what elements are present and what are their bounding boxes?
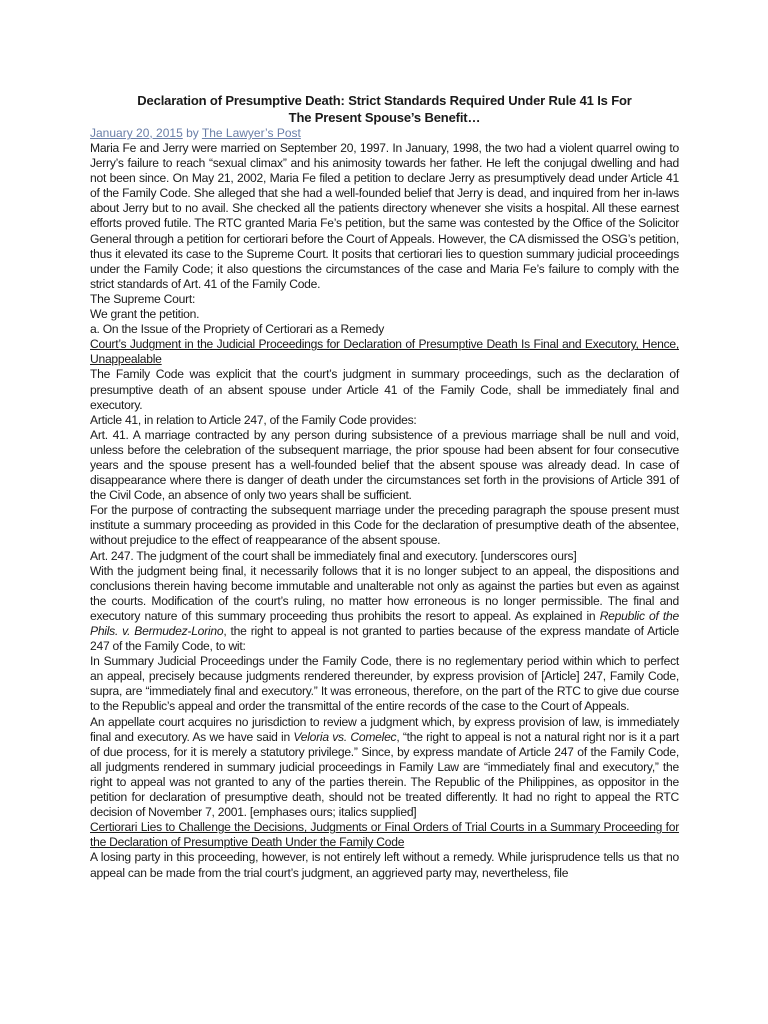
author-link[interactable]: The Lawyer’s Post bbox=[201, 126, 301, 140]
paragraph-text: , the right to appeal is not granted to parties because of the express mandate of Article 247 of the Family Code, to wit: bbox=[90, 624, 679, 654]
body-paragraph: A losing party in this proceeding, however, is not entirely left without a remedy. While jurisprudence tells us that no appeal can be made from the trial court’s judgment, an aggrieved party may, nevertheless, file bbox=[90, 850, 679, 880]
body-paragraph: For the purpose of contracting the subsequent marriage under the preceding paragraph the spouse present must institute a summary proceeding as provided in this Code for the declaration of presumptive death of the absentee, without prejudice to the effect of reappearance of the absent spouse. bbox=[90, 503, 679, 548]
body-paragraph bbox=[90, 564, 679, 655]
body-paragraph: In Summary Judicial Proceedings under the Family Code, there is no reglementary period within which to perfect an appeal, precisely because judgments rendered thereunder, by express provision of [Article] 247, Family Code, supra, are “immediately final and executory.” It was erroneous, therefore, on the part of the RTC to give due course to the Republic’s appeal and order the transmittal of the entire records of the case to the Court of Appeals. bbox=[90, 654, 679, 714]
article-title-line-2: The Present Spouse’s Benefit… bbox=[288, 110, 481, 125]
post-date-link[interactable]: January 20, 2015 bbox=[90, 126, 183, 140]
body-paragraph: Article 41, in relation to Article 247, of the Family Code provides: bbox=[90, 412, 417, 427]
body-paragraph: The Supreme Court: bbox=[90, 291, 196, 306]
article-body bbox=[90, 141, 679, 881]
body-paragraph: We grant the petition. bbox=[90, 307, 200, 322]
article-title bbox=[90, 92, 679, 126]
body-paragraph: The Family Code was explicit that the court’s judgment in summary proceedings, such as the declaration of presumptive death of an absent spouse under Article 41 of the Family Code, shall be immediately final and executory. bbox=[90, 367, 679, 412]
body-paragraph bbox=[90, 715, 679, 821]
body-paragraph: Maria Fe and Jerry were married on September 20, 1997. In January, 1998, the two had a violent quarrel owing to Jerry’s failure to reach “sexual climax” and his animosity towards her father. He left the conjugal dwelling and had not been since. On May 21, 2002, Maria Fe filed a petition to declare Jerry as presumptively dead under Article 41 of the Family Code. She alleged that she had a well-founded belief that Jerry is dead, and inquired from her in-laws about Jerry but to no avail. She checked all the patients directory whenever she visits a hospital. All these earnest efforts proved futile. The RTC granted Maria Fe’s petition, but the same was contested by the Office of the Solicitor General through a petition for certiorari before the Court of Appeals. However, the CA dismissed the OSG’s petition, thus it elevated its case to the Supreme Court. It posits that certiorari lies to question summary judicial proceedings under the Family Code; it also questions the circumstances of the case and Maria Fe’s failure to comply with the strict standards of Art. 41 of the Family Code. bbox=[90, 141, 679, 291]
by-word: by bbox=[186, 126, 199, 140]
section-heading: Court’s Judgment in the Judicial Proceedings for Declaration of Presumptive Death Is Final and Executory, Hence, Unappealable bbox=[90, 337, 679, 367]
article-title-line-1: Declaration of Presumptive Death: Strict Standards Required Under Rule 41 Is For bbox=[137, 93, 632, 108]
case-citation: Veloria vs. Comelec bbox=[293, 729, 397, 744]
paragraph-text: With the judgment being final, it necessarily follows that it is no longer subject to an appeal, the dispositions and conclusions therein having become immutable and unalterable not only as against the parties but even as against the courts. Modification of the court’s ruling, no matter how erroneous is no longer permissible. The final and executory nature of this summary proceeding thus prohibits the resort to appeal. As explained in bbox=[90, 563, 679, 623]
body-paragraph: a. On the Issue of the Propriety of Certiorari as a Remedy bbox=[90, 322, 385, 337]
body-paragraph: Art. 41. A marriage contracted by any person during subsistence of a previous marriage shall be null and void, unless before the celebration of the subsequent marriage, the prior spouse had been absent for four consecutive years and the spouse present has a well-founded belief that the absent spouse was already dead. In case of disappearance where there is danger of death under the circumstances set forth in the provisions of Article 391 of the Civil Code, an absence of only two years shall be sufficient. bbox=[90, 427, 679, 503]
paragraph-text: An appellate court acquires no jurisdiction to review a judgment which, by express provision of law, is immediately final and executory. As we have said in bbox=[90, 714, 679, 744]
body-paragraph: Art. 247. The judgment of the court shall be immediately final and executory. [underscores ours] bbox=[90, 548, 577, 563]
article-meta bbox=[90, 126, 679, 141]
paragraph-text: , “the right to appeal is not a natural right nor is it a part of due process, for it is merely a statutory privilege.” Since, by express mandate of Article 247 of the Family Code, all judgments rendered in summary judicial proceedings in Family Law are “immediately final and executory,” the right to appeal was not granted to any of the parties therein. The Republic of the Philippines, as oppositor in the petition for declaration of presumptive death, should not be treated differently. It had no right to appeal the RTC decision of November 7, 2001. [emphases ours; italics supplied] bbox=[90, 729, 679, 820]
section-heading: Certiorari Lies to Challenge the Decisions, Judgments or Final Orders of Trial Courts in a Summary Proceeding for the Declaration of Presumptive Death Under the Family Code bbox=[90, 820, 679, 850]
case-citation: Republic of the Phils. v. Bermudez-Lorino bbox=[90, 608, 679, 638]
